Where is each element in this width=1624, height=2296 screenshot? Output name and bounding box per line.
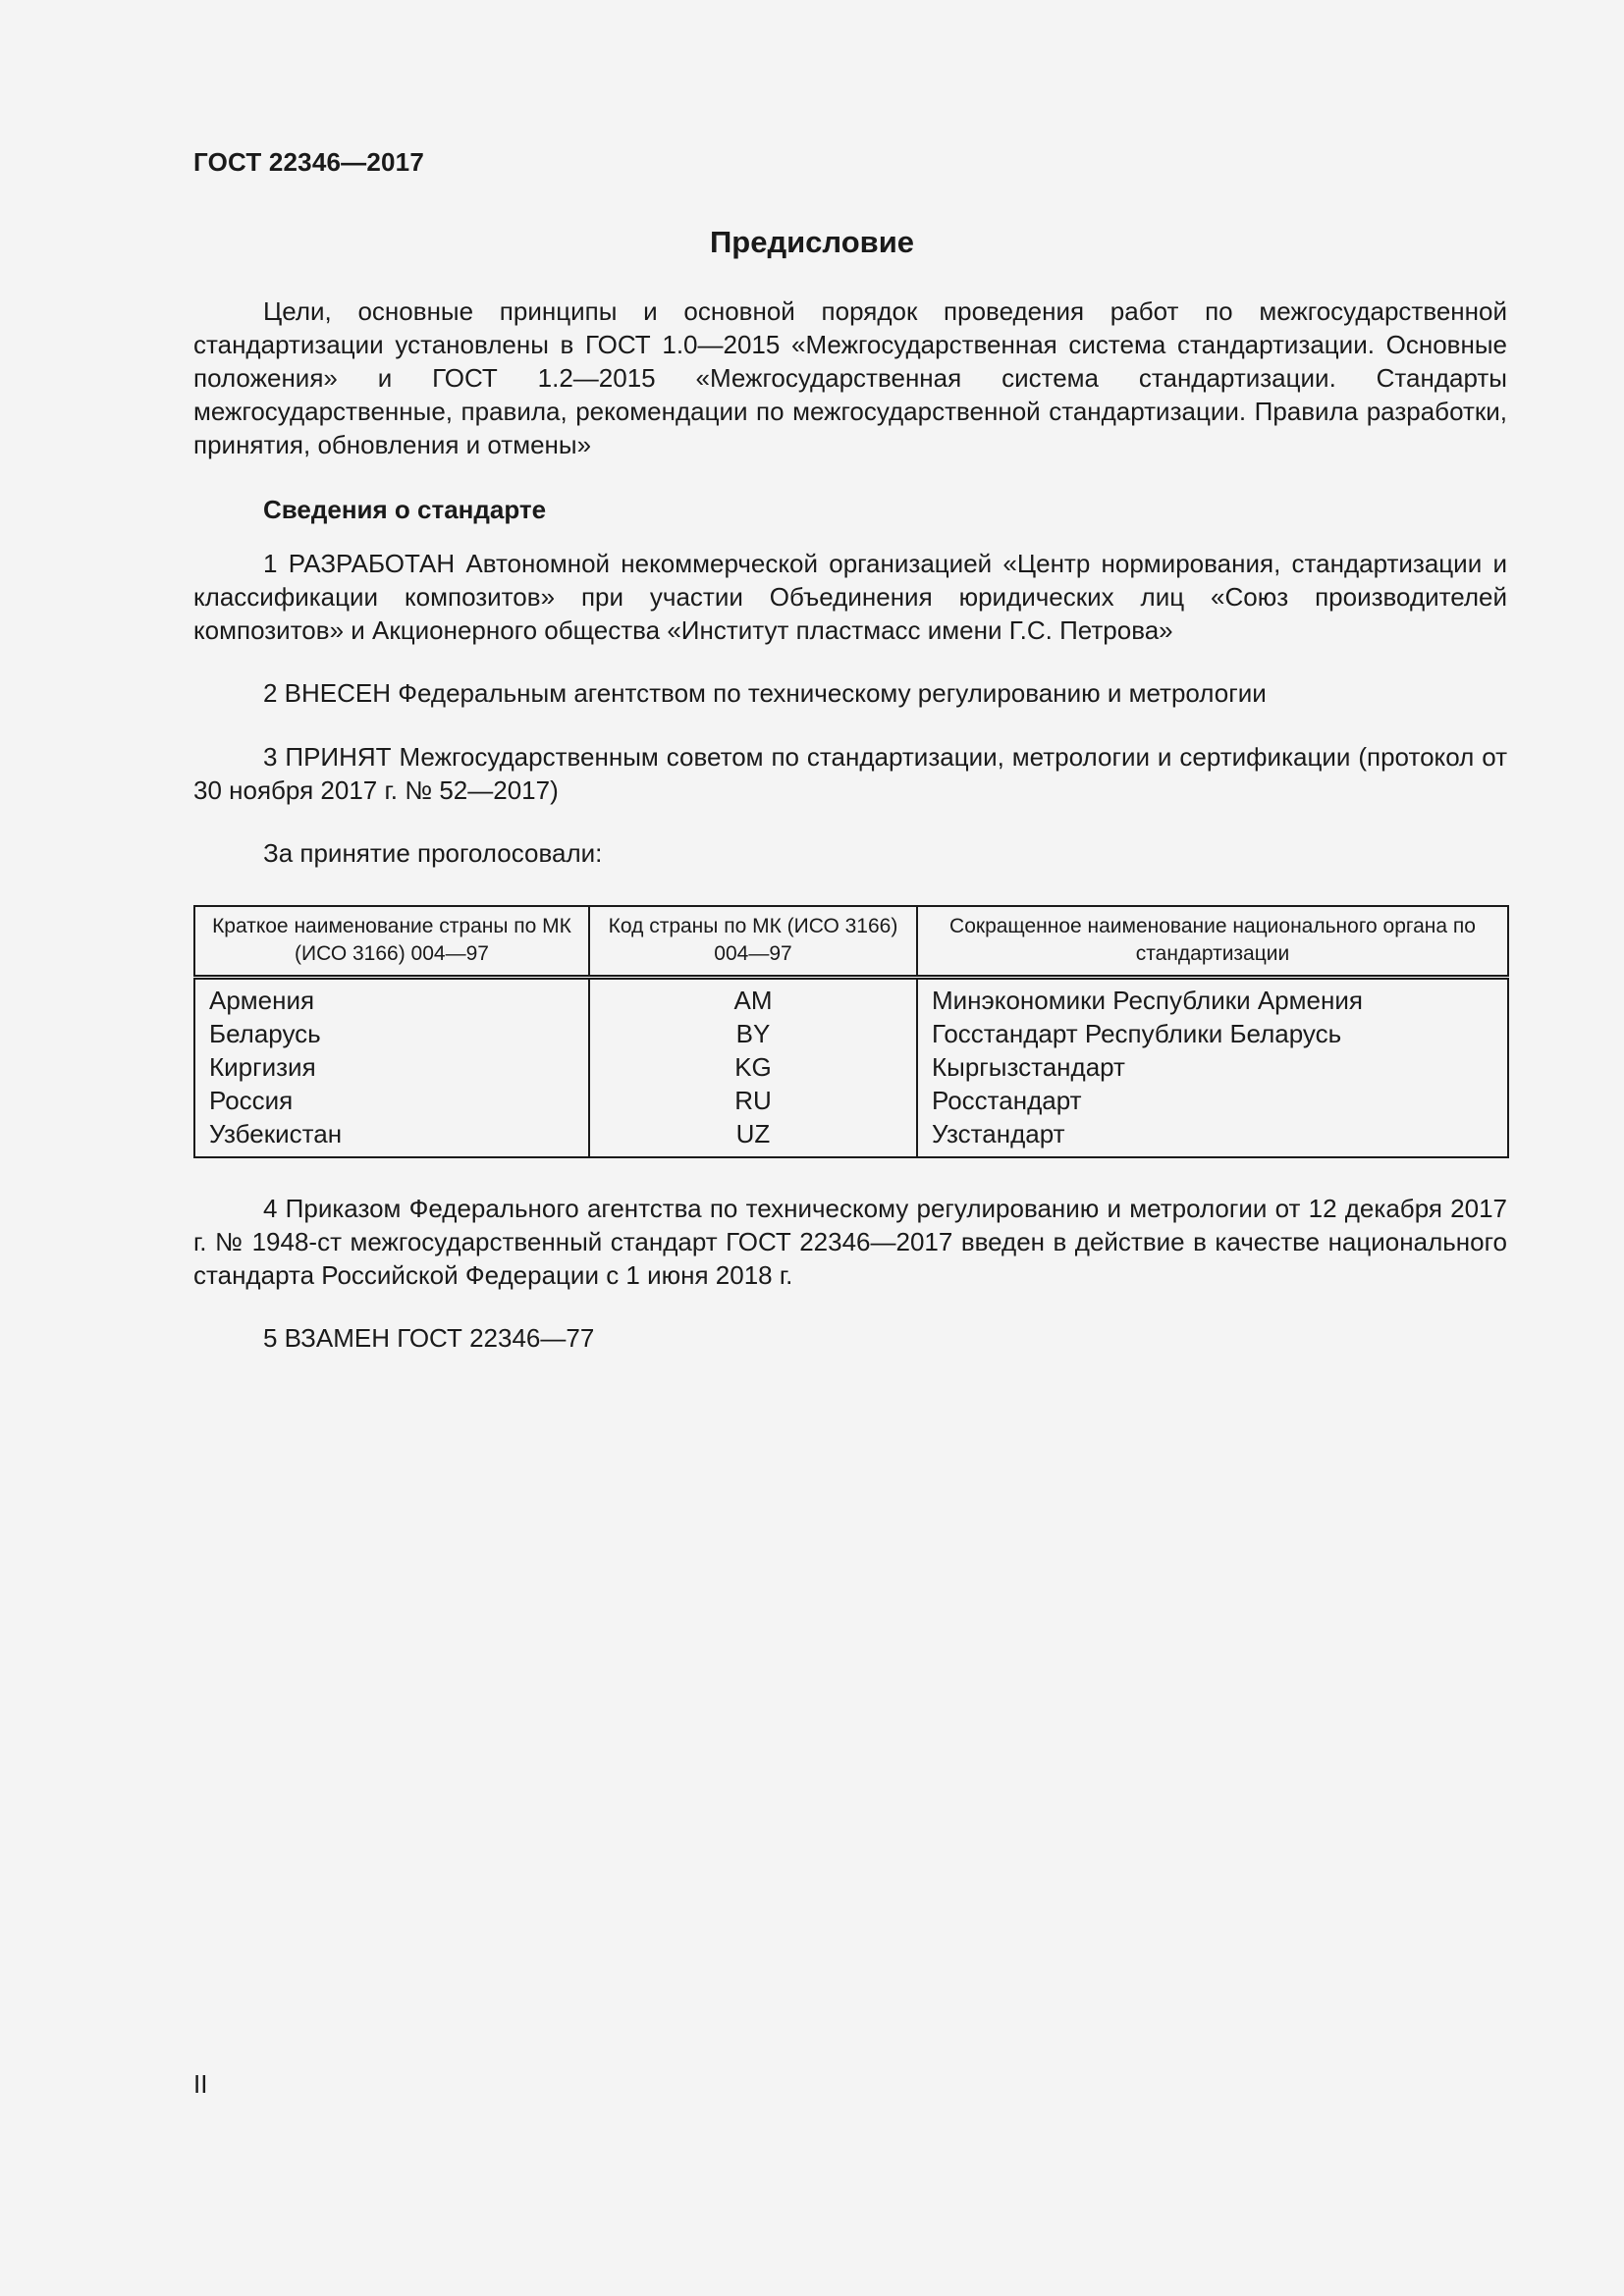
- item-adopted-block: [193, 740, 1507, 807]
- item-replaced-block: [193, 1321, 1507, 1355]
- item-developed: 1 РАЗРАБОТАН Автономной некоммерческой организацией «Центр нормирования, стандартизации и классификации композитов» при участии Объединения юридических лиц «Союз производителей композитов» и Акционерного общества «Институт пластмасс имени Г.С. Петрова»: [193, 549, 1507, 645]
- intro-section: [193, 294, 1507, 461]
- voted-label-block: [193, 836, 1507, 870]
- cell-country: Киргизия: [209, 1051, 316, 1082]
- table-row: [194, 1050, 1508, 1084]
- cell-agency: Кыргызстандарт: [917, 1050, 1508, 1084]
- item-introduced: 2 ВНЕСЕН Федеральным агентством по техническому регулированию и метрологии: [263, 678, 1267, 708]
- intro-paragraph: Цели, основные принципы и основной порядок проведения работ по межгосударственной стандартизации установлены в ГОСТ 1.0—2015 «Межгосударственная система стандартизации. Основные положения» и ГОСТ 1.2—2015 «Межгосударственная система стандартизации. Стандарты межгосударственные, правила, рекомендации по межгосударственной стандартизации. Правила разработки, принятия, обновления и отмены»: [193, 296, 1507, 459]
- table-row: [194, 1084, 1508, 1117]
- header-country: Краткое наименование страны по МК (ИСО 3166) 004—97: [194, 906, 589, 977]
- cell-code: UZ: [589, 1117, 917, 1157]
- header-agency: Сокращенное наименование национального органа по стандартизации: [917, 906, 1508, 977]
- item-enacted: 4 Приказом Федерального агентства по техническому регулированию и метрологии от 12 декабря 2017 г. № 1948-ст межгосударственный стандарт ГОСТ 22346—2017 введен в действие в качестве национального стандарта Российской Федерации с 1 июня 2018 г.: [193, 1194, 1507, 1290]
- cell-code: AM: [589, 977, 917, 1017]
- table-row: [194, 977, 1508, 1017]
- cell-country: Россия: [209, 1085, 294, 1115]
- page-title: Предисловие: [709, 225, 914, 259]
- item-developed-block: [193, 547, 1507, 647]
- item-adopted: 3 ПРИНЯТ Межгосударственным советом по стандартизации, метрологии и сертификации (протокол от 30 ноября 2017 г. № 52—2017): [193, 742, 1507, 805]
- cell-agency: Узстандарт: [917, 1117, 1508, 1157]
- table-header-row: [194, 906, 1508, 977]
- cell-country: Беларусь: [209, 1018, 321, 1048]
- item-enacted-block: [193, 1192, 1507, 1292]
- table-row: [194, 1117, 1508, 1157]
- section-heading: Сведения о стандарте: [263, 495, 547, 524]
- item-replaced: 5 ВЗАМЕН ГОСТ 22346—77: [263, 1323, 595, 1353]
- voting-countries-table: [193, 905, 1509, 1158]
- cell-code: BY: [589, 1017, 917, 1050]
- table-row: [194, 1017, 1508, 1050]
- voted-label: За принятие проголосовали:: [263, 838, 603, 868]
- cell-agency: Минэкономики Республики Армения: [917, 977, 1508, 1017]
- page-number: II: [193, 2069, 208, 2099]
- header-code: Код страны по МК (ИСО 3166) 004—97: [589, 906, 917, 977]
- cell-agency: Росстандарт: [917, 1084, 1508, 1117]
- standard-info-heading-block: [193, 493, 1507, 526]
- item-introduced-block: [193, 676, 1507, 710]
- document-id-header: ГОСТ 22346—2017: [193, 147, 424, 177]
- cell-country: Армения: [209, 985, 315, 1015]
- cell-agency: Госстандарт Республики Беларусь: [917, 1017, 1508, 1050]
- cell-country: Узбекистан: [209, 1118, 343, 1148]
- cell-code: RU: [589, 1084, 917, 1117]
- cell-code: KG: [589, 1050, 917, 1084]
